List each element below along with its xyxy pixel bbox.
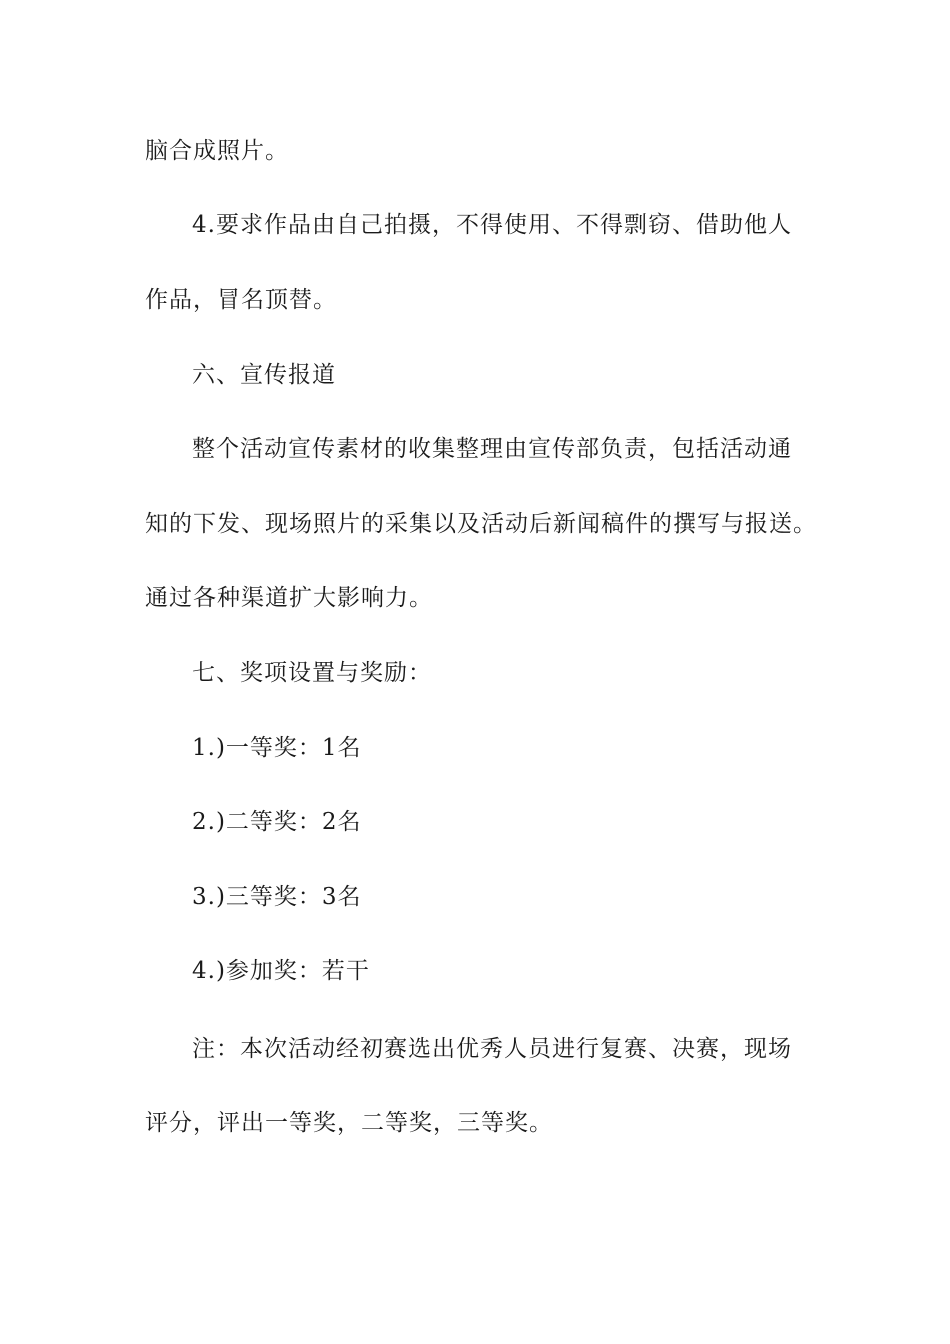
section-heading-publicity: 六、宣传报道 [192, 362, 336, 388]
note-paragraph-line-2: 评分，评出一等奖，二等奖，三等奖。 [145, 1110, 553, 1136]
award-second-prize: 2.)二等奖：2名 [192, 809, 362, 835]
publicity-paragraph-line-1: 整个活动宣传素材的收集整理由宣传部负责，包括活动通 [192, 436, 792, 462]
award-first-prize: 1.)一等奖：1名 [192, 735, 362, 761]
note-paragraph-line-1: 注：本次活动经初赛选出优秀人员进行复赛、决赛，现场 [192, 1036, 792, 1062]
requirement-item-4-continuation: 作品，冒名顶替。 [145, 287, 337, 313]
section-heading-awards: 七、奖项设置与奖励： [192, 660, 432, 686]
publicity-paragraph-line-3: 通过各种渠道扩大影响力。 [145, 585, 433, 611]
paragraph-continuation: 脑合成照片。 [145, 138, 289, 164]
publicity-paragraph-line-2: 知的下发、现场照片的采集以及活动后新闻稿件的撰写与报送。 [145, 511, 817, 537]
requirement-item-4: 4.要求作品由自己拍摄，不得使用、不得剽窃、借助他人 [192, 212, 792, 238]
award-third-prize: 3.)三等奖：3名 [192, 884, 362, 910]
award-participation-prize: 4.)参加奖：若干 [192, 958, 370, 984]
